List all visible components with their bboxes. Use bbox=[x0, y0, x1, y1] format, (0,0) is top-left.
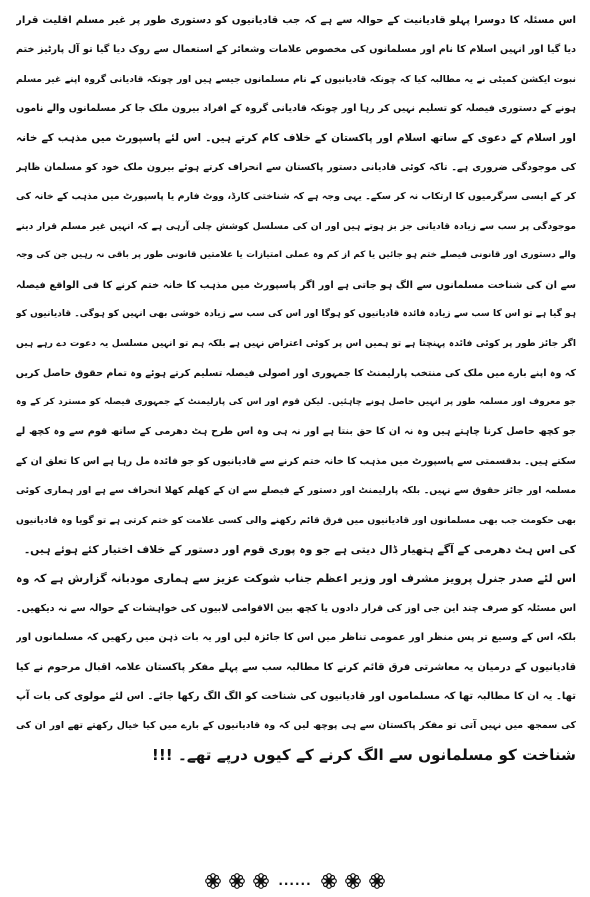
text-line: بھی حکومت جب بھی مسلمانوں اور قادیانیوں میں فرق قائم رکھنے والی کسی علامت کو ختم کرتی ہے تو گویا وہ قادیانیوں bbox=[16, 514, 576, 526]
text-line: اس مسئلہ کا دوسرا پہلو قادیانیت کے حوالہ سے ہے کہ جب قادیانیوں کو دستوری طور پر غیر مسلم اقلیت قرار bbox=[16, 15, 576, 26]
text-line: جو معروف اور مسلمہ طور پر انہیں حاصل ہونے چاہئیں۔ لیکن قوم اور اس کی پارلیمنٹ کے جمہوری فیصلہ کو مسترد کر کے وہ bbox=[16, 397, 576, 408]
ornament-dots: ...... bbox=[278, 874, 312, 888]
text-line: کی موجودگی ضروری ہے۔ تاکہ کوئی قادیانی دستور پاکستان سے انحراف کرتے ہوئے بیرون ملک خود کو مسلمان ظاہر bbox=[16, 161, 576, 173]
rosette-icon bbox=[204, 872, 222, 890]
rosette-icon bbox=[368, 872, 386, 890]
text-line: کر کے ایسی سرگرمیوں کا ارتکاب نہ کر سکے۔ یہی وجہ ہے کہ شناختی کارڈ، ووٹ فارم یا پاسپورٹ میں مذہب کے خانہ کی bbox=[16, 191, 576, 203]
rosette-icon bbox=[252, 872, 270, 890]
rosette-icon bbox=[228, 872, 246, 890]
text-line: اگر جائز طور پر کوئی فائدہ پہنچتا ہے تو ہمیں اس پر کوئی اعتراض نہیں ہے بلکہ ہم تو انہیں مسلسل یہ دعوت دے رہے ہیں bbox=[16, 338, 576, 350]
text-line: دیا گیا اور انہیں اسلام کا نام اور مسلمانوں کی مخصوص علامات وشعائر کے استعمال سے روک دیا گیا تو آل پارٹیز ختم bbox=[16, 44, 576, 56]
rosette-icon bbox=[320, 872, 338, 890]
text-line: مسلمہ اور جائز حقوق سے نہیں۔ بلکہ پارلیمنٹ اور دستور کے فیصلے سے ان کے کھلم کھلا انحراف سے ہے اور ہماری کوئی bbox=[16, 485, 576, 497]
text-line: اس لئے صدر جنرل پرویز مشرف اور وزیر اعظم جناب شوکت عزیز سے ہماری مودبانہ گزارش ہے کہ وہ bbox=[16, 572, 576, 586]
text-line: ہونے کے دستوری فیصلہ کو تسلیم نہیں کر رہا اور چونکہ قادیانی گروہ کے افراد بیرون ملک جا کر مسلمانوں والے ناموں bbox=[16, 103, 576, 115]
text-line: سکتے ہیں۔ بدقسمتی سے پاسپورٹ میں مذہب کا خانہ ختم کرنے سے قادیانیوں کو جو فائدہ مل رہا ہے اس کا تعلق ان کے bbox=[16, 455, 576, 467]
text-line: قادیانیوں کے درمیان یہ معاشرتی فرق قائم کرنے کا مطالبہ سب سے پہلے مفکر پاکستان علامہ اقبال مرحوم نے کیا bbox=[16, 661, 576, 673]
text-line: نبوت ایکشن کمیٹی نے یہ مطالبہ کیا کہ چونکہ قادیانیوں کے نام مسلمانوں جیسے ہیں اور چونکہ قادیانی گروہ اپنے غیر مسلم bbox=[16, 73, 576, 85]
text-line: سے ان کی شناخت مسلمانوں سے الگ ہو جاتی ہے اور اگر پاسپورٹ میں مذہب کا خانہ ختم کرنے کا فی الواقع فیصلہ bbox=[16, 279, 576, 291]
article-body bbox=[16, 6, 576, 770]
text-line: کی اس ہٹ دھرمی کے آگے ہتھیار ڈال دیتی ہے جو وہ پوری قوم اور دستور کے خلاف اختیار کئے ہوئے ہیں۔ bbox=[23, 543, 576, 557]
ornament-divider bbox=[0, 870, 590, 892]
text-line: ہو گیا ہے تو اس کا سب سے زیادہ فائدہ قادیانیوں کو ہوگا اور اس کی سب سے زیادہ خوشی بھی انہیں کو ہوگی۔ قادیانیوں کو bbox=[16, 308, 576, 319]
text-line: شناخت کو مسلمانوں سے الگ کرنے کے کیوں درپے تھے۔ !!! bbox=[151, 745, 576, 764]
text-line: کی سمجھ میں نہیں آتی تو مفکر پاکستان سے ہی پوچھ لیں کہ وہ قادیانیوں کے بارے میں کیا خیال رکھتے تھے اور ان کی bbox=[16, 720, 576, 732]
text-line: تھا۔ یہ ان کا مطالبہ تھا کہ مسلماموں اور قادیانیوں کی شناخت کو الگ الگ رکھا جائے۔ اس لئے مولوی کی بات آپ bbox=[16, 690, 576, 702]
text-line: اس مسئلہ کو صرف چند این جی اوز کی قرار دادوں یا کچھ بین الاقوامی لابیوں کی خواہشات کے حوالہ سے نہ دیکھیں۔ bbox=[16, 602, 576, 614]
rosette-icon bbox=[344, 872, 362, 890]
text-line: جو کچھ حاصل کرنا چاہتے ہیں وہ نہ ان کا حق بنتا ہے اور نہ ہی وہ اس طرح ہٹ دھرمی کے ساتھ قوم سے وہ کچھ لے bbox=[16, 426, 576, 438]
text-line: والے دستوری اور قانونی فیصلے ختم ہو جائیں یا کم از کم وہ عملی امتیازات یا علامتیں قانونی طور پر باقی نہ رہیں جن کی وجہ bbox=[16, 250, 576, 261]
text-line: کہ وہ اپنے بارے میں ملک کی منتخب پارلیمنٹ کا جمہوری اور اصولی فیصلہ تسلیم کرتے ہوئے وہ تمام حقوق حاصل کریں bbox=[16, 367, 576, 379]
text-line: بلکہ اس کے وسیع تر پس منظر اور عمومی تناظر میں اس کا جائزہ لیں اور یہ بات ذہن میں رکھیں کہ مسلمانوں اور bbox=[16, 632, 576, 644]
text-line: موجودگی پر سب سے زیادہ قادیانی جز بز ہوتے ہیں اور ان کی مسلسل کوشش چلی آرہی ہے کہ انہیں غیر مسلم قرار دینے bbox=[16, 220, 576, 232]
text-line: اور اسلام کے دعوی کے ساتھ اسلام اور پاکستان کے خلاف کام کرتے ہیں۔ اس لئے پاسپورٹ میں مذہب کے خانہ bbox=[16, 131, 576, 144]
